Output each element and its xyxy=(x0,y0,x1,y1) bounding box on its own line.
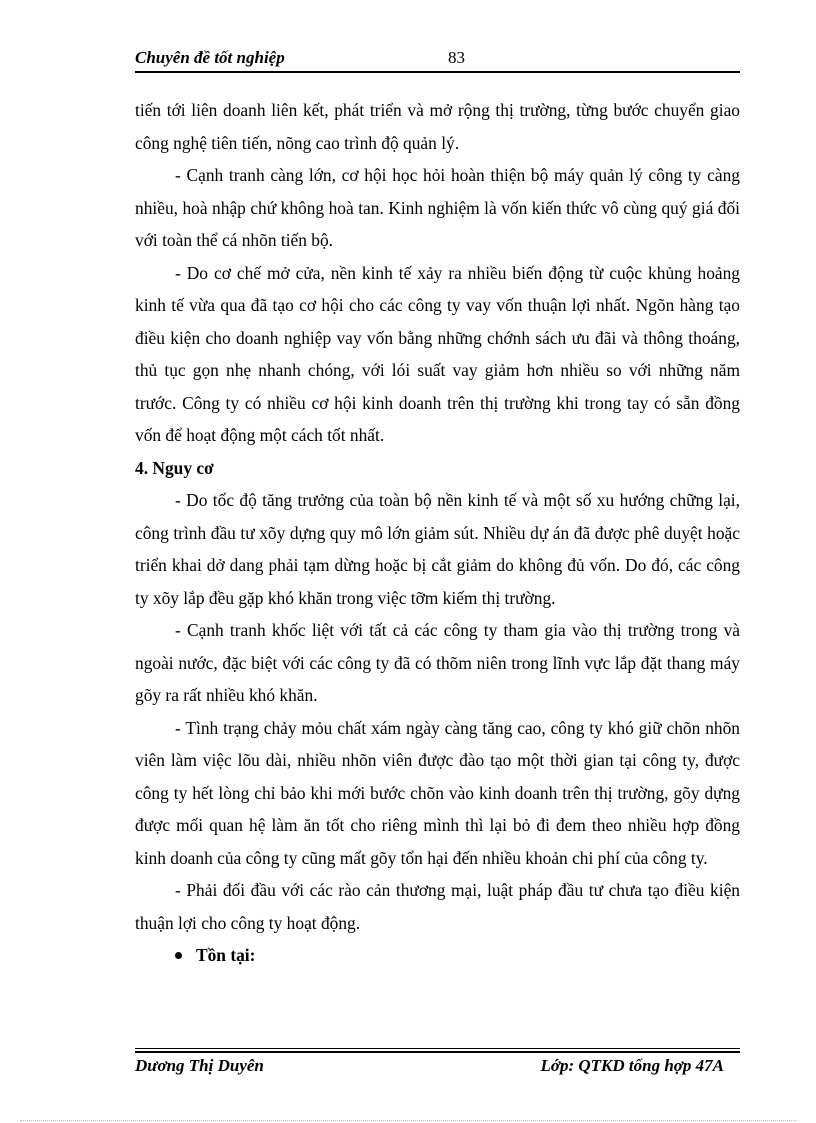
paragraph: - Cạnh tranh càng lớn, cơ hội học hỏi hoàn thiện bộ máy quản lý công ty càng nhiều, hoà nhập chứ không hoà tan. Kinh nghiệm là vốn kiến thức vô cùng quý giá đối với toàn thể cá nhõn tiến bộ. xyxy=(135,165,740,250)
footer-author: Dương Thị Duyên xyxy=(135,1056,264,1075)
bullet-item xyxy=(135,939,740,972)
body-text xyxy=(135,94,740,972)
paragraph: - Do tốc độ tăng trưởng của toàn bộ nền kinh tế và một số xu hướng chững lại, công trình đầu tư xõy dựng quy mô lớn giảm sút. Nhiều dự án đã được phê duyệt hoặc triển khai dở dang phải tạm dừng hoặc bị cắt giảm do không đủ vốn. Do đó, các công ty xõy lắp đều gặp khó khăn trong việc tỡm kiếm thị trường. xyxy=(135,490,740,608)
paragraph: - Phải đối đầu với các rào cản thương mại, luật pháp đầu tư chưa tạo điều kiện thuận lợi cho công ty hoạt động. xyxy=(135,880,740,933)
paragraph: - Do cơ chế mở cửa, nền kinh tế xảy ra nhiều biến động từ cuộc khủng hoảng kinh tế vừa qua đã tạo cơ hội cho các công ty vay vốn thuận lợi nhất. Ngõn hàng tạo điều kiện cho doanh nghiệp vay vốn bằng những chớnh sách ưu đãi và thông thoáng, thủ tục gọn nhẹ nhanh chóng, với lói suất vay giảm hơn nhiều so với những năm trước. Công ty có nhiều cơ hội kinh doanh trên thị trường khi trong tay có sẵn đồng vốn để hoạt động một cách tốt nhất. xyxy=(135,262,740,445)
header-rule xyxy=(135,71,740,73)
paragraph: - Tình trạng chảy mỏu chất xám ngày càng tăng cao, công ty khó giữ chõn nhõn viên làm việc lõu dài, nhiều nhõn viên được đào tạo một thời gian tại công ty, được công ty hết lòng chỉ bảo khi mới bước chõn vào kinh doanh trên thị trường, gõy dựng được mối quan hệ làm ăn tốt cho riêng mình thì lại bỏ đi đem theo nhiều hợp đồng kinh doanh của công ty cũng mất gõy tổn hại đến nhiều khoản chi phí của công ty. xyxy=(135,717,740,868)
paragraph: - Cạnh tranh khốc liệt với tất cả các công ty tham gia vào thị trường trong và ngoài nước, đặc biệt với các công ty đã có thõm niên trong lĩnh vực lắp đặt thang máy gõy ra rất nhiều khó khăn. xyxy=(135,620,740,705)
section-heading: 4. Nguy cơ xyxy=(135,457,214,478)
page-header xyxy=(135,48,740,70)
paragraph: tiến tới liên doanh liên kết, phát triển và mở rộng thị trường, từng bước chuyển giao công nghệ tiên tiến, nõng cao trình độ quản lý. xyxy=(135,100,740,153)
page-edge xyxy=(20,1120,796,1121)
bullet-dot-icon xyxy=(175,952,182,959)
document-title: Chuyên đề tốt nghiệp xyxy=(135,48,285,67)
footer-rule-thick xyxy=(135,1051,740,1053)
bullet-label: Tồn tại: xyxy=(196,945,256,965)
footer-rule-thin xyxy=(135,1048,740,1049)
footer-class: Lớp: QTKD tổng hợp 47A xyxy=(540,1056,724,1075)
page-number: 83 xyxy=(448,48,465,67)
